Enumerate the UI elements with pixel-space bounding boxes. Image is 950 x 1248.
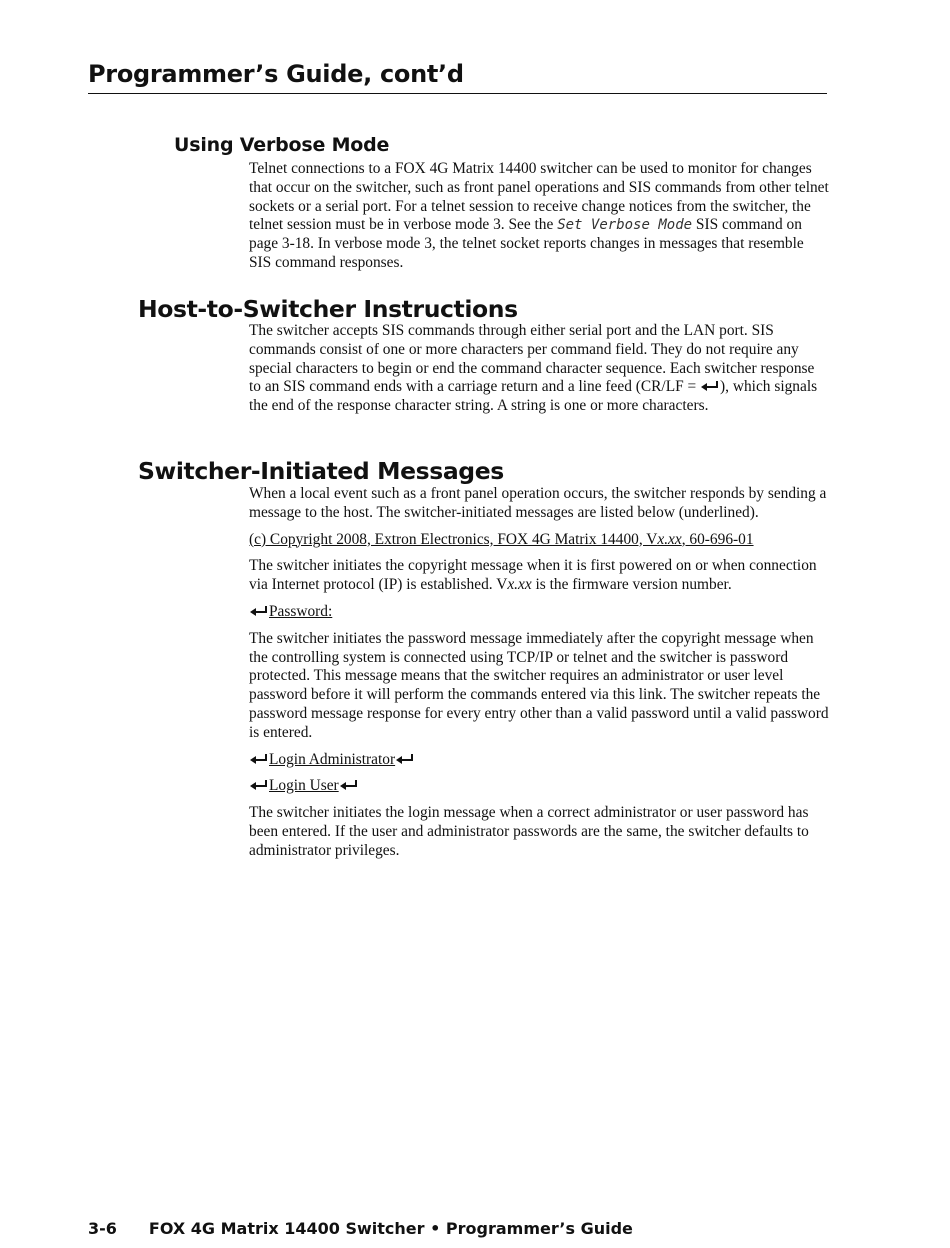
copyright-desc-a: The switcher initiates the copyright message when it is first powered on or when connection via Internet protocol (IP) is established. V <box>249 557 817 594</box>
page-number: 3-6 <box>88 1219 117 1238</box>
verbose-mode-body <box>249 160 829 281</box>
carriage-return-icon <box>249 753 269 765</box>
login-description: The switcher initiates the login message when a correct administrator or user password has been entered. If the user and administrator passwords are the same, the switcher defaults to administrator privileges. <box>249 804 809 859</box>
copyright-desc-b: is the firmware version number. <box>531 576 732 594</box>
copyright-description <box>249 557 829 595</box>
footer-title: FOX 4G Matrix 14400 Switcher • Programmer’s Guide <box>148 1219 633 1238</box>
host-text-a: The switcher accepts SIS commands through either serial port and the LAN port. SIS commands consist of one or more characters per command field. They do not require any special characters to begin or end the command character sequence. Each switcher response to an SIS command ends with a carriage return and a line feed (CR/LF = <box>249 322 815 396</box>
switcher-initiated-body <box>249 485 829 869</box>
carriage-return-icon <box>339 779 359 791</box>
host-text-b: ), which signals the end of the response character string. A string is one or more characters. <box>249 378 818 415</box>
firmware-version: x.xx <box>507 576 532 594</box>
copyright-text-b: , 60-696-01 <box>681 530 754 548</box>
set-verbose-mode-command: Set Verbose Mode <box>557 217 693 234</box>
verbose-text-a: Telnet connections to a FOX 4G Matrix 14400 switcher can be used to monitor for changes that occur on the switcher, such as front panel operations and SIS commands from other telnet sockets or a serial port. For a telnet session to receive change notices from the switcher, the telnet session must be in verbose mode 3. See the <box>249 160 829 234</box>
initiated-intro: When a local event such as a front panel operation occurs, the switcher responds by sending a message to the host. The switcher-initiated messages are listed below (underlined). <box>249 485 827 521</box>
password-description: The switcher initiates the password message immediately after the copyright message when the controlling system is connected using TCP/IP or telnet and the switcher is password protected. This message means that the switcher requires an administrator or user level password before it will perform the commands entered via this link. The switcher repeats the password message response for every entry other than a valid password until a valid password is entered. <box>249 629 829 741</box>
verbose-text-b: SIS command on page 3-18. In verbose mode 3, the telnet socket reports changes in messages that resemble SIS command responses. <box>249 216 804 271</box>
carriage-return-icon <box>700 380 720 392</box>
carriage-return-icon <box>249 779 269 791</box>
page-footer <box>88 1219 633 1238</box>
verbose-mode-heading: Using Verbose Mode <box>174 134 390 156</box>
host-paragraph <box>249 322 829 416</box>
login-admin-text: Login Administrator <box>269 750 396 768</box>
copyright-text-a: (c) Copyright 2008, Extron Electronics, FOX 4G Matrix 14400, V <box>249 530 658 548</box>
login-user-message <box>249 777 829 796</box>
carriage-return-icon <box>249 605 269 617</box>
verbose-paragraph <box>249 160 829 273</box>
switcher-initiated-heading: Switcher-Initiated Messages <box>138 457 504 485</box>
copyright-version: x.xx <box>657 530 682 548</box>
carriage-return-icon <box>395 753 415 765</box>
copyright-message <box>249 531 829 550</box>
host-to-switcher-body <box>249 322 829 424</box>
header-rule <box>88 93 827 94</box>
login-user-text: Login User <box>269 777 339 795</box>
password-message <box>249 603 829 622</box>
host-to-switcher-heading: Host-to-Switcher Instructions <box>138 295 518 323</box>
login-administrator-message <box>249 751 829 770</box>
password-text: Password: <box>269 602 333 620</box>
page-header-title: Programmer’s Guide, cont’d <box>88 60 464 88</box>
